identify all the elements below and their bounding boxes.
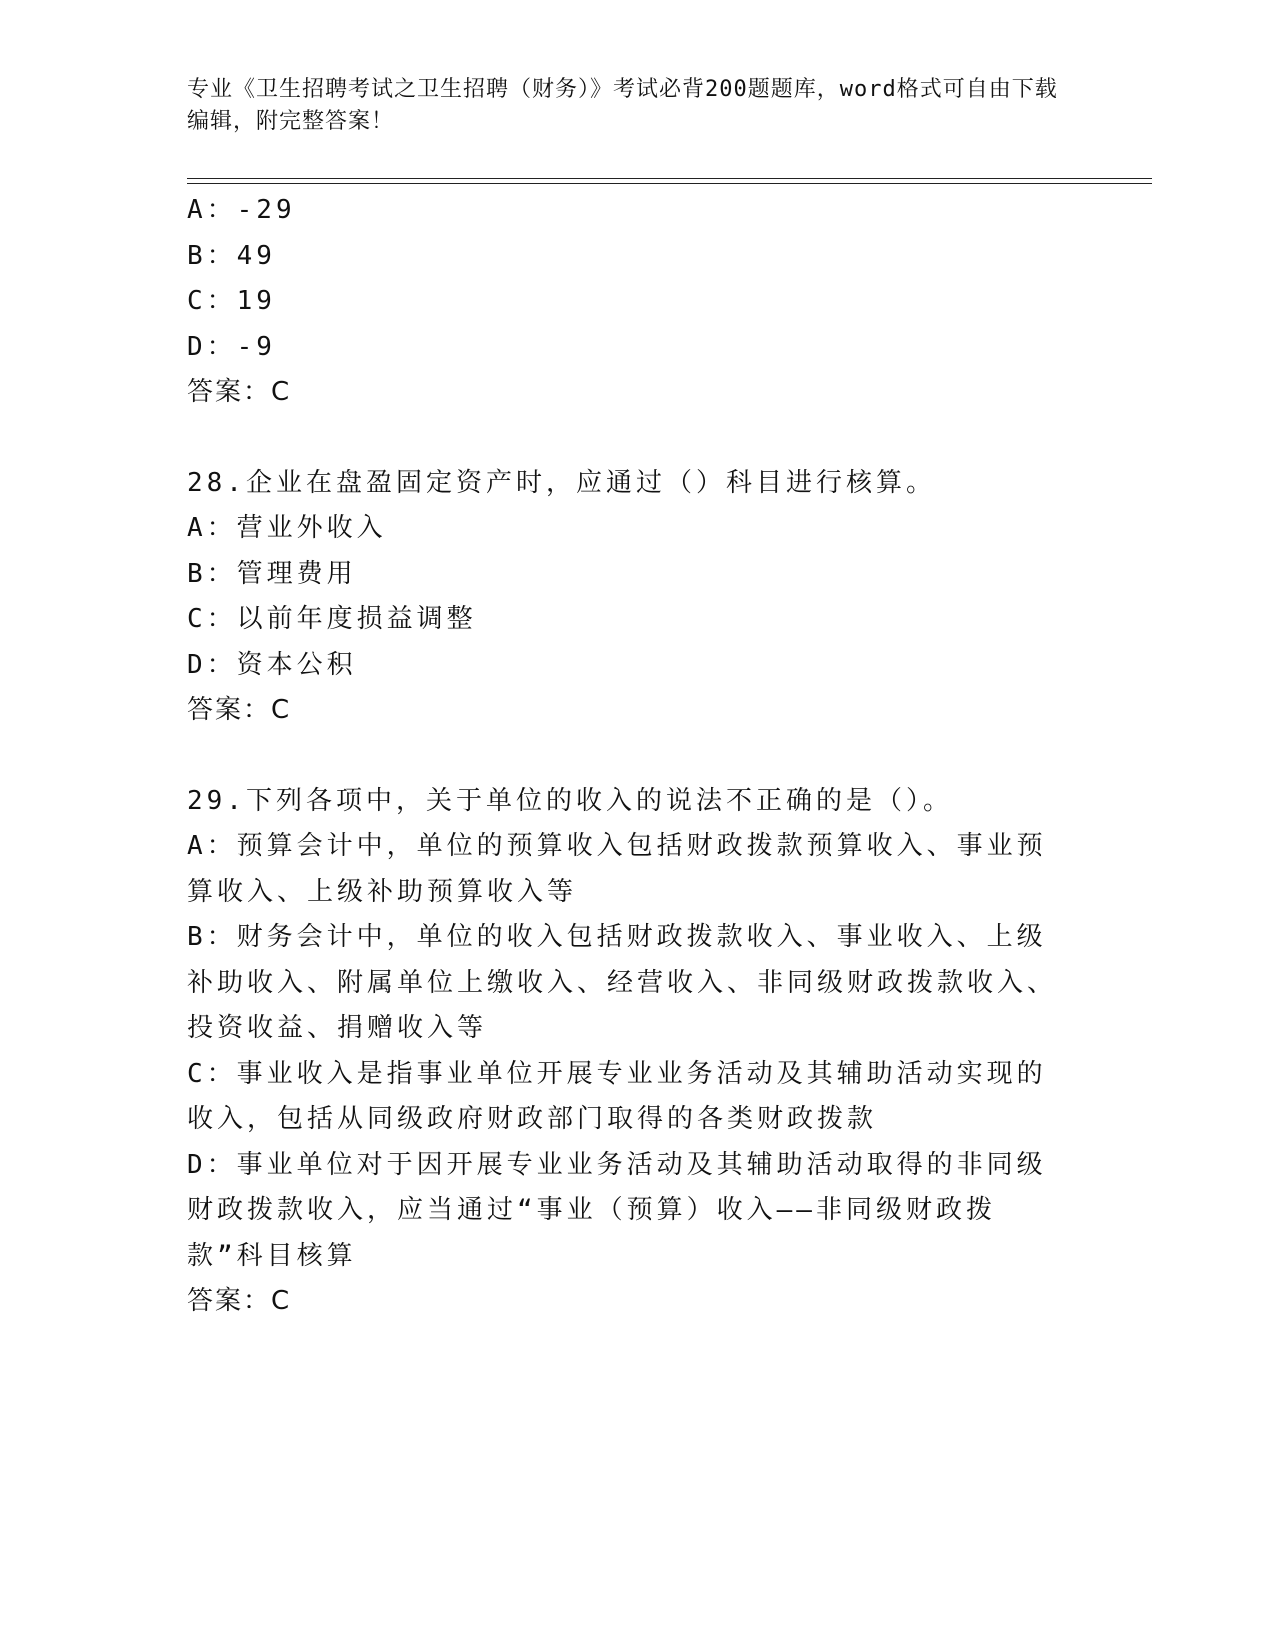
option-b: B：49 <box>187 240 276 271</box>
question-text: 29.下列各项中，关于单位的收入的说法不正确的是（）。 <box>187 785 953 816</box>
header-rule-bottom <box>187 183 1152 184</box>
answer: 答案：C <box>187 695 292 725</box>
question-29 <box>187 779 1067 1325</box>
option-b: B：管理费用 <box>187 558 357 589</box>
header-rule-top <box>187 178 1152 179</box>
option-b: B：财务会计中，单位的收入包括财政拨款收入、事业收入、上级补助收入、附属单位上缴收入、经营收入、非同级财政拨款收入、投资收益、捐赠收入等 <box>187 922 1058 1043</box>
question-28 <box>187 461 1067 734</box>
page-header: 专业《卫生招聘考试之卫生招聘（财务）》考试必背200题题库，word格式可自由下载编辑，附完整答案！ <box>187 77 1058 134</box>
question-27 <box>187 188 1067 416</box>
option-a: A：-29 <box>187 195 296 225</box>
answer: 答案：C <box>187 1286 292 1316</box>
option-c: C：以前年度损益调整 <box>187 604 477 634</box>
option-c: C：19 <box>187 286 276 316</box>
answer: 答案：C <box>187 377 292 407</box>
option-d: D：事业单位对于因开展专业业务活动及其辅助活动取得的非同级财政拨款收入，应当通过“事业（预算）收入——非同级财政拨款”科目核算 <box>187 1149 1047 1271</box>
question-text: 28.企业在盘盈固定资产时，应通过（）科目进行核算。 <box>187 467 936 498</box>
option-a: A：营业外收入 <box>187 513 387 543</box>
question-list <box>187 188 1067 1325</box>
option-a: A：预算会计中，单位的预算收入包括财政拨款预算收入、事业预算收入、上级补助预算收入等 <box>187 831 1047 907</box>
option-d: D：资本公积 <box>187 649 357 680</box>
option-c: C：事业收入是指事业单位开展专业业务活动及其辅助活动实现的收入，包括从同级政府财政部门取得的各类财政拨款 <box>187 1058 1047 1134</box>
option-d: D：-9 <box>187 331 276 362</box>
